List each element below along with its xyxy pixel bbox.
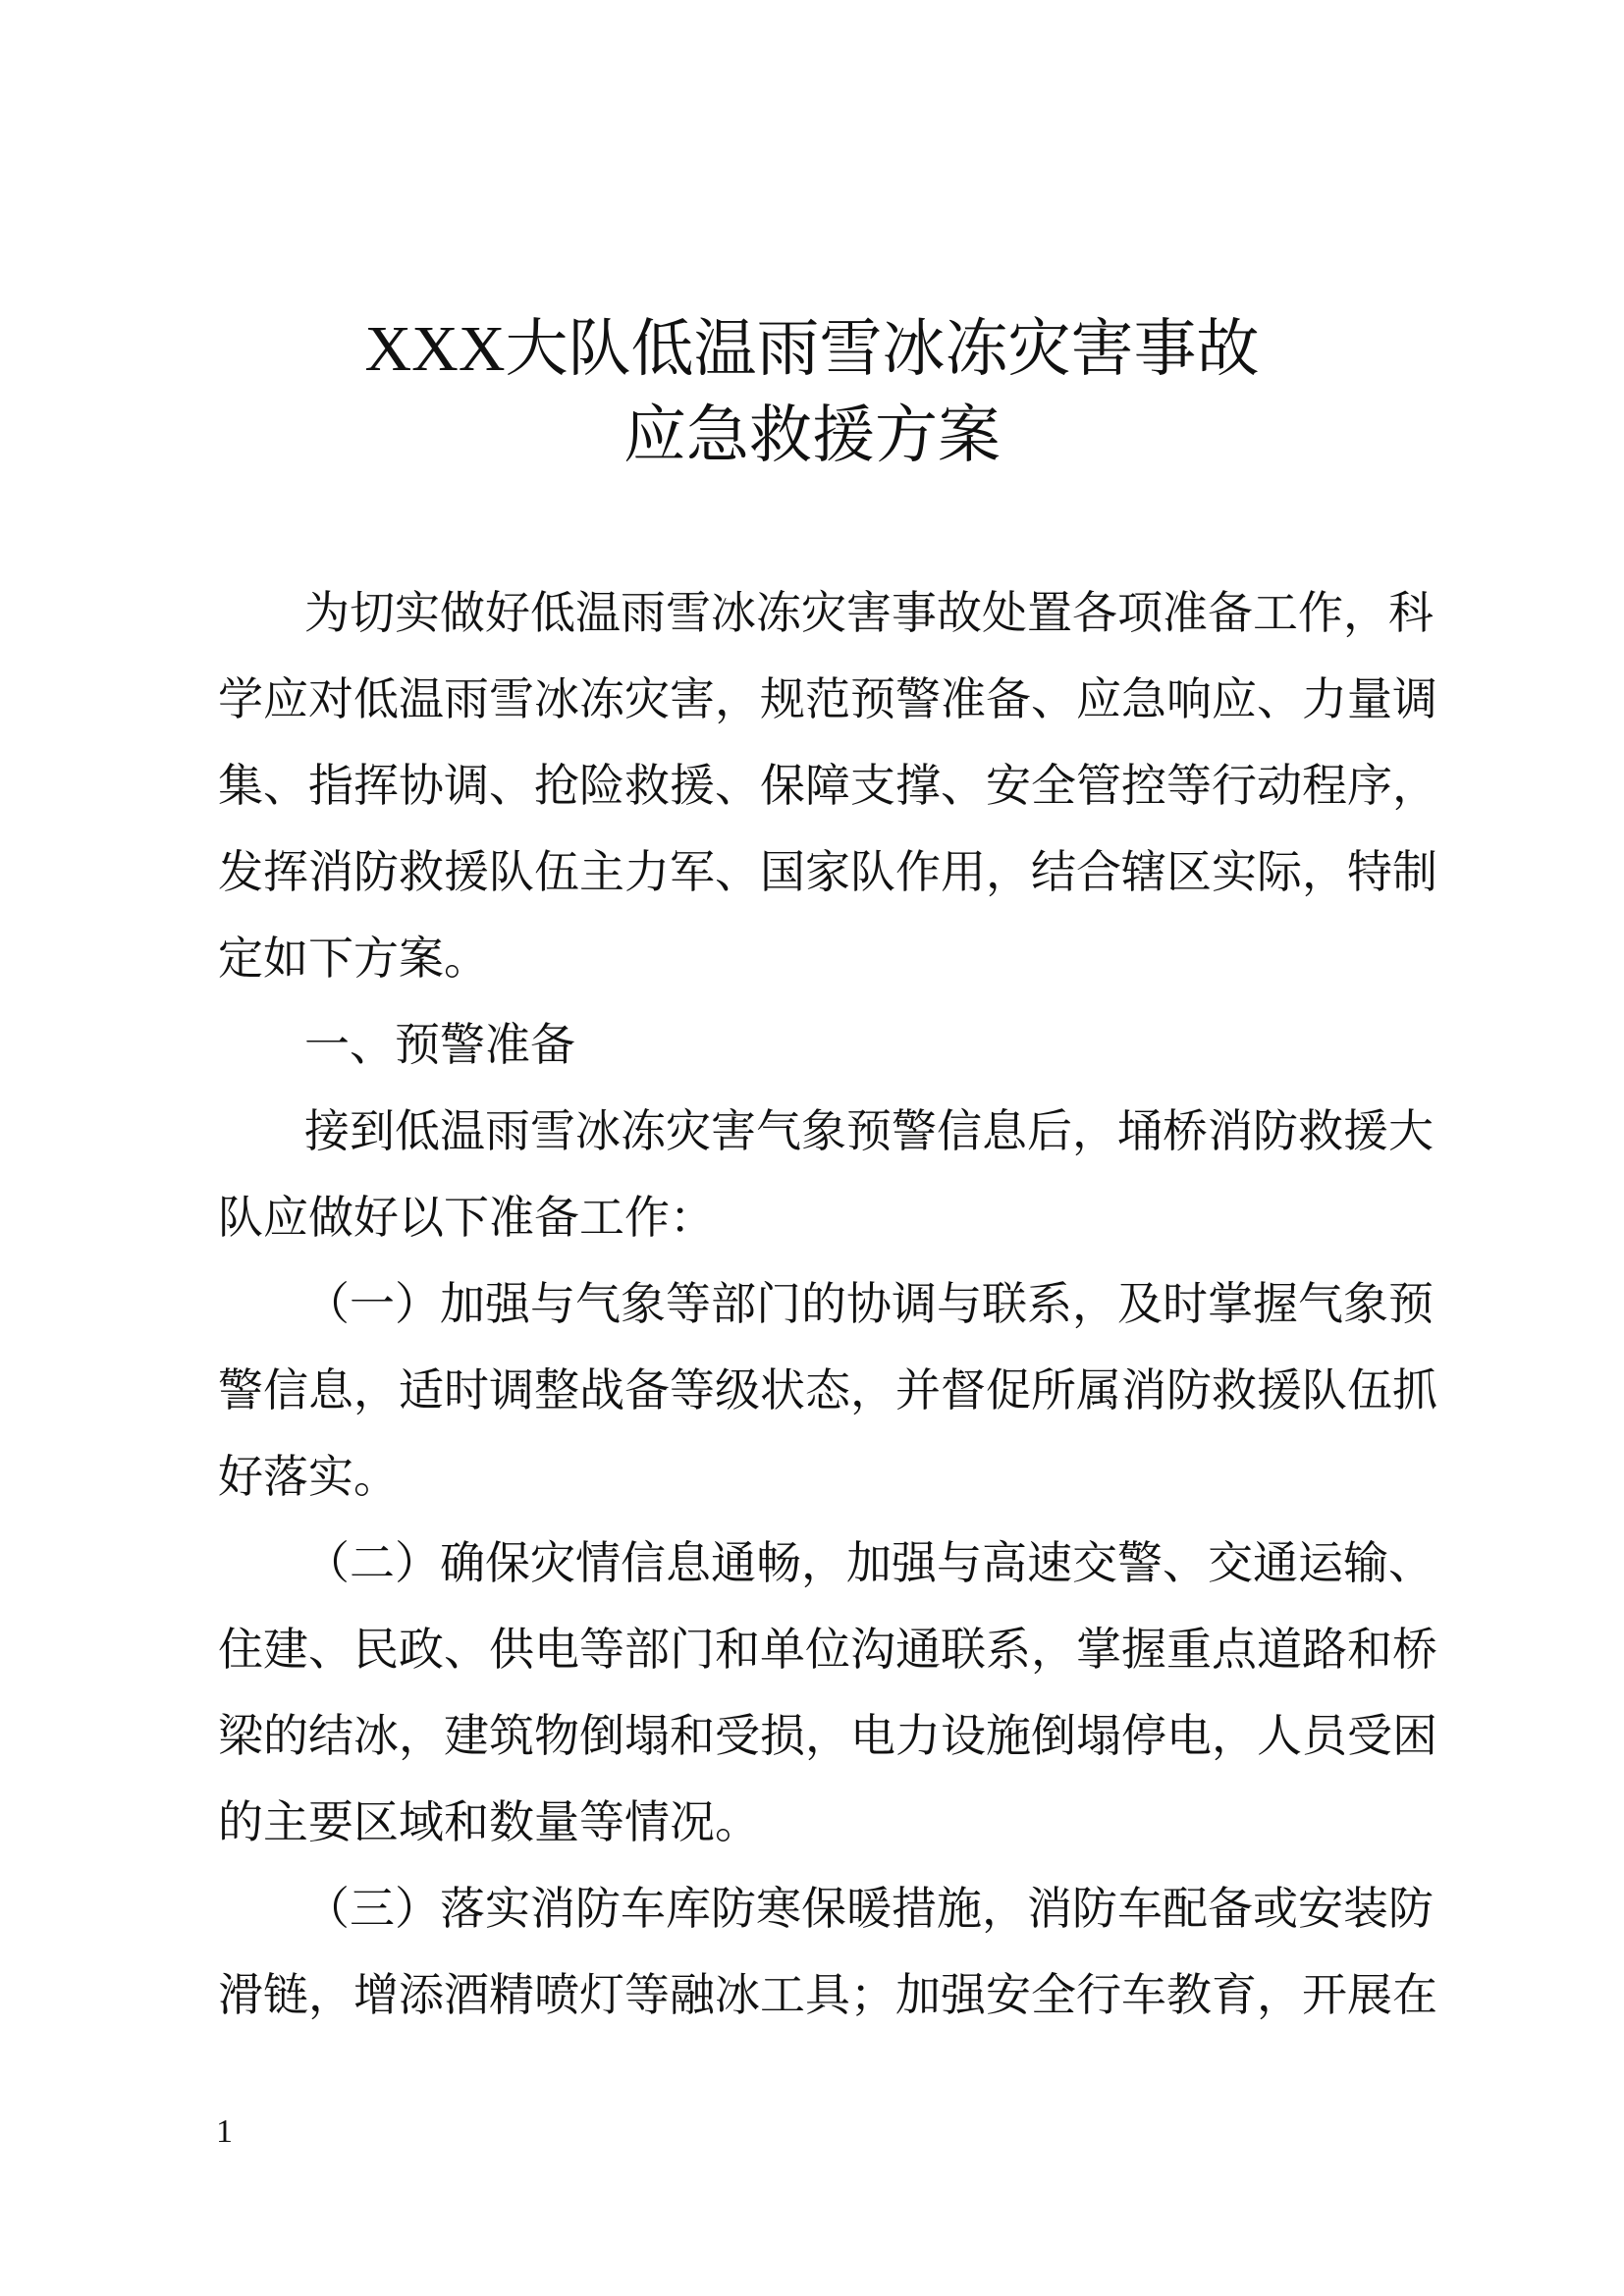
body-line: 接到低温雨雪冰冻灾害气象预警信息后，埇桥消防救援大	[304, 1104, 1434, 1157]
body-line: 的主要区域和数量等情况。	[218, 1795, 760, 1848]
title-line-1-text: 大队低温雨雪冰冻灾害事故	[505, 313, 1260, 386]
body-line: 学应对低温雨雪冰冻灾害，规范预警准备、应急响应、力量调	[218, 672, 1437, 725]
document-body	[218, 569, 1437, 2038]
body-line: 队应做好以下准备工作：	[218, 1191, 715, 1244]
document-title-line-1	[0, 310, 1624, 389]
body-line: 一、预警准备	[304, 1018, 575, 1071]
body-line: （三）落实消防车库防寒保暖措施，消防车配备或安装防	[304, 1882, 1434, 1935]
body-line: （一）加强与气象等部门的协调与联系，及时掌握气象预	[304, 1277, 1434, 1330]
body-line: 发挥消防救援队伍主力军、国家队作用，结合辖区实际，特制	[218, 845, 1437, 898]
body-line: 为切实做好低温雨雪冰冻灾害事故处置各项准备工作，科	[304, 586, 1434, 639]
body-line: 集、指挥协调、抢险救援、保障支撑、安全管控等行动程序，	[218, 759, 1437, 812]
title-prefix: XXX	[364, 313, 506, 385]
page-number: 1	[216, 2113, 233, 2150]
body-line: 定如下方案。	[218, 932, 489, 985]
body-line: 警信息，适时调整战备等级状态，并督促所属消防救援队伍抓	[218, 1363, 1437, 1416]
body-line: （二）确保灾情信息通畅，加强与高速交警、交通运输、	[304, 1536, 1434, 1589]
body-line: 好落实。	[218, 1450, 399, 1503]
body-line: 滑链，增添酒精喷灯等融冰工具；加强安全行车教育，开展在	[218, 1968, 1437, 2021]
body-line: 住建、民政、供电等部门和单位沟通联系，掌握重点道路和桥	[218, 1623, 1437, 1676]
document-title-line-2: 应急救援方案	[623, 400, 1001, 472]
body-line: 梁的结冰，建筑物倒塌和受损，电力设施倒塌停电，人员受困	[218, 1709, 1437, 1762]
